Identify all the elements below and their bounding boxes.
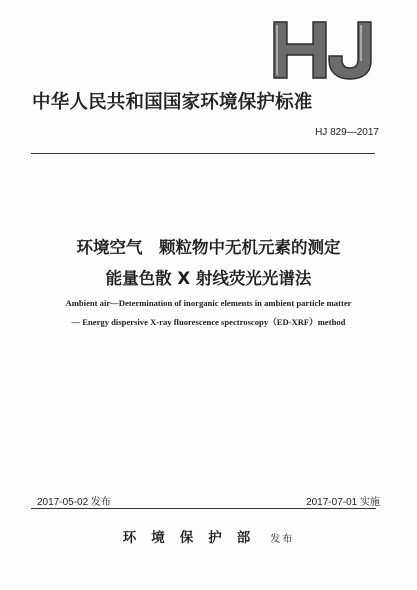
issue-date: 2017-05-02 发布 (37, 497, 111, 508)
standard-number: HJ 829—2017 (315, 127, 379, 138)
top-divider (31, 153, 375, 154)
document-title-line-2: 能量色散 X 射线荧光光谱法 (105, 269, 312, 288)
hj-logo-graphic (268, 18, 386, 80)
document-title-line-1: 环境空气 颗粒物中无机元素的测定 (76, 238, 341, 257)
issuer-name: 环境保护部 (122, 530, 266, 546)
issuer-line (0, 526, 417, 546)
issuer-suffix: 发布 (270, 534, 295, 545)
bottom-divider (31, 508, 376, 509)
hj-logo (268, 18, 386, 80)
english-title-line-2: — Energy dispersive X-ray fluorescence spectroscopy（ED-XRF）method (71, 317, 346, 327)
effective-date: 2017-07-01 实施 (306, 497, 380, 508)
english-title-line-1: Ambient air—Determination of inorganic elements in ambient particle matter (65, 298, 352, 308)
standard-category-title: 中华人民共和国国家环境保护标准 (32, 92, 313, 113)
